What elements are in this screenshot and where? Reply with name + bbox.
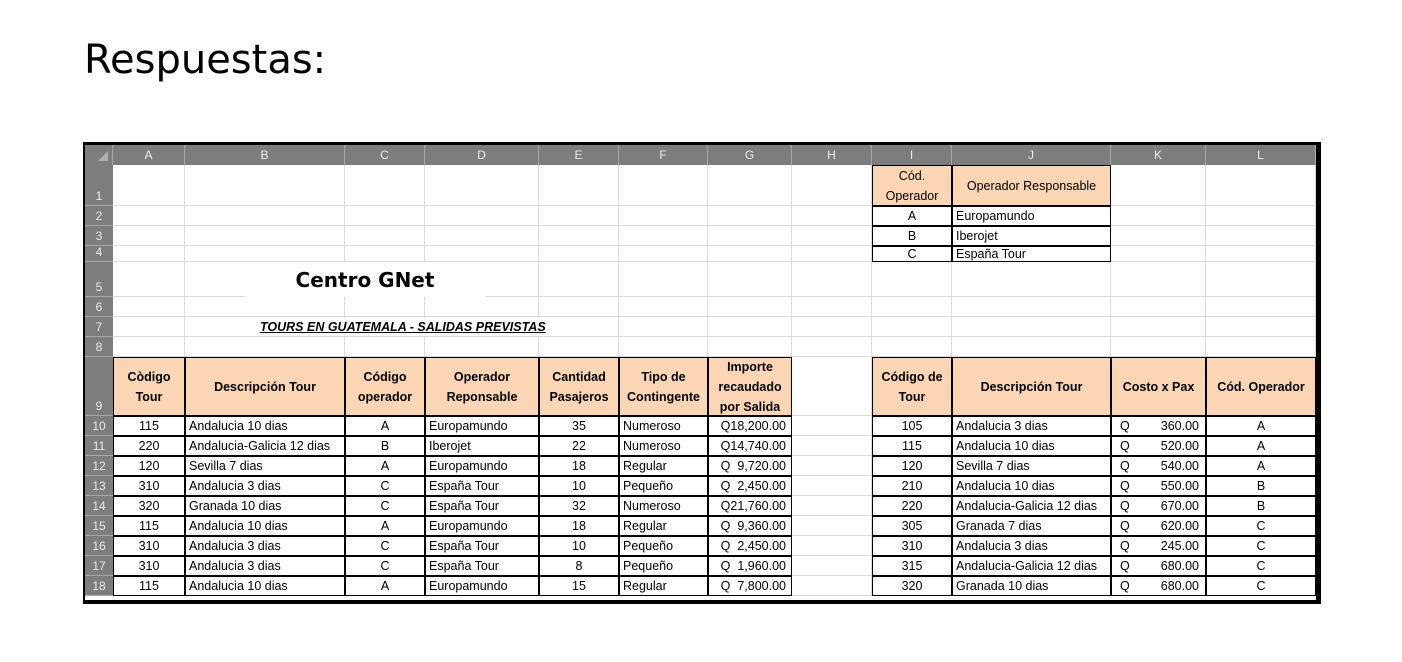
- currency-symbol: Q: [1120, 538, 1130, 553]
- grid-cell[interactable]: [708, 206, 792, 226]
- row-header-12[interactable]: 12: [85, 456, 113, 476]
- grid-cell[interactable]: [113, 317, 185, 337]
- grid-cell[interactable]: [792, 337, 872, 357]
- main-table-cell[interactable]: Andalucia 10 dias: [185, 576, 345, 596]
- tours-code-cell[interactable]: 115: [872, 436, 952, 456]
- row-header-1[interactable]: 1: [85, 165, 113, 206]
- tours-operator-cell[interactable]: A: [1206, 456, 1316, 476]
- main-table-cell[interactable]: Granada 10 dias: [185, 496, 345, 516]
- main-table-cell[interactable]: A: [345, 516, 425, 536]
- grid-cell[interactable]: [539, 246, 619, 262]
- grid-cell[interactable]: [1206, 226, 1316, 246]
- row-header-13[interactable]: 13: [85, 476, 113, 496]
- grid-cell[interactable]: [185, 206, 345, 226]
- grid-cell[interactable]: [345, 297, 425, 317]
- column-header-f[interactable]: F: [619, 145, 708, 165]
- main-table-cell[interactable]: 10: [539, 536, 619, 556]
- operator-name-cell[interactable]: Europamundo: [952, 206, 1111, 226]
- main-table-cell[interactable]: Pequeño: [619, 536, 708, 556]
- main-table-cell[interactable]: Q21,760.00: [708, 496, 792, 516]
- tours-code-cell[interactable]: 315: [872, 556, 952, 576]
- operator-code-cell[interactable]: A: [872, 206, 952, 226]
- grid-cell[interactable]: [113, 297, 185, 317]
- row-header-17[interactable]: 17: [85, 556, 113, 576]
- select-all-corner[interactable]: [85, 145, 113, 165]
- grid-cell[interactable]: [113, 246, 185, 262]
- tours-code-cell[interactable]: 210: [872, 476, 952, 496]
- tours-code-cell[interactable]: 220: [872, 496, 952, 516]
- grid-cell[interactable]: [1111, 226, 1206, 246]
- row-header-15[interactable]: 15: [85, 516, 113, 536]
- report-subtitle: TOURS EN GUATEMALA - SALIDAS PREVISTAS: [257, 318, 597, 336]
- grid-cell[interactable]: [425, 165, 539, 206]
- grid-cell[interactable]: [872, 337, 952, 357]
- grid-cell[interactable]: [345, 246, 425, 262]
- grid-cell[interactable]: [345, 337, 425, 357]
- grid-cell[interactable]: [792, 317, 872, 337]
- row-header-6[interactable]: 6: [85, 297, 113, 317]
- tours-desc-cell[interactable]: Sevilla 7 dias: [952, 456, 1111, 476]
- column-header-c[interactable]: C: [345, 145, 425, 165]
- currency-symbol: Q: [1120, 518, 1130, 533]
- grid-cell[interactable]: [1111, 246, 1206, 262]
- main-table-cell[interactable]: Q18,200.00: [708, 416, 792, 436]
- row-header-9[interactable]: 9: [85, 357, 113, 416]
- grid-cell[interactable]: [113, 165, 185, 206]
- grid-cell[interactable]: [708, 317, 792, 337]
- grid-cell[interactable]: [185, 246, 345, 262]
- main-table-cell[interactable]: Andalucia 3 dias: [185, 536, 345, 556]
- main-table-cell[interactable]: 115: [113, 516, 185, 536]
- grid-cell[interactable]: [792, 357, 872, 416]
- main-table-cell[interactable]: A: [345, 576, 425, 596]
- cost-amount: 620.00: [1160, 518, 1199, 533]
- tours-desc-cell[interactable]: Andalucia 3 dias: [952, 536, 1111, 556]
- grid-cell[interactable]: [185, 165, 345, 206]
- main-table-cell[interactable]: Europamundo: [425, 456, 539, 476]
- grid-cell[interactable]: [1111, 317, 1206, 337]
- tours-operator-cell[interactable]: C: [1206, 536, 1316, 556]
- main-table-cell[interactable]: Numeroso: [619, 416, 708, 436]
- grid-cell[interactable]: [792, 246, 872, 262]
- currency-symbol: Q: [1120, 558, 1130, 573]
- row-header-10[interactable]: 10: [85, 416, 113, 436]
- tours-code-cell[interactable]: 120: [872, 456, 952, 476]
- main-table-cell[interactable]: 310: [113, 476, 185, 496]
- grid-cell[interactable]: [425, 206, 539, 226]
- column-header-d[interactable]: D: [425, 145, 539, 165]
- grid-cell[interactable]: [1206, 297, 1316, 317]
- main-table-cell[interactable]: Sevilla 7 dias: [185, 456, 345, 476]
- main-table-cell[interactable]: B: [345, 436, 425, 456]
- main-table-header[interactable]: Còdigo Tour: [113, 357, 185, 416]
- main-table-cell[interactable]: 310: [113, 556, 185, 576]
- main-table-cell[interactable]: 115: [113, 416, 185, 436]
- tours-desc-cell[interactable]: Andalucia 10 dias: [952, 476, 1111, 496]
- tours-operator-cell[interactable]: B: [1206, 476, 1316, 496]
- main-table-cell[interactable]: España Tour: [425, 556, 539, 576]
- column-header-h[interactable]: H: [792, 145, 872, 165]
- main-table-cell[interactable]: España Tour: [425, 476, 539, 496]
- main-table-cell[interactable]: Q14,740.00: [708, 436, 792, 456]
- grid-cell[interactable]: [792, 536, 872, 556]
- row-header-18[interactable]: 18: [85, 576, 113, 596]
- grid-cell[interactable]: [345, 226, 425, 246]
- currency-symbol: Q: [1120, 578, 1130, 593]
- grid-cell[interactable]: [539, 337, 619, 357]
- tours-desc-cell[interactable]: Andalucia 10 dias: [952, 436, 1111, 456]
- tours-desc-cell[interactable]: Granada 7 dias: [952, 516, 1111, 536]
- grid-cell[interactable]: [619, 317, 708, 337]
- grid-cell[interactable]: [792, 496, 872, 516]
- cost-amount: 550.00: [1160, 478, 1199, 493]
- tours-code-cell[interactable]: 320: [872, 576, 952, 596]
- grid-cell[interactable]: [792, 262, 872, 297]
- tours-desc-cell[interactable]: Andalucia-Galicia 12 dias: [952, 556, 1111, 576]
- tours-code-cell[interactable]: 310: [872, 536, 952, 556]
- grid-cell[interactable]: [872, 262, 952, 297]
- grid-cell[interactable]: [708, 262, 792, 297]
- main-table-cell[interactable]: Regular: [619, 516, 708, 536]
- grid-cell[interactable]: [872, 297, 952, 317]
- grid-cell[interactable]: [952, 262, 1111, 297]
- grid-cell[interactable]: [619, 297, 708, 317]
- column-header-i[interactable]: I: [872, 145, 952, 165]
- grid-cell[interactable]: [345, 165, 425, 206]
- grid-cell[interactable]: [708, 165, 792, 206]
- main-table-cell[interactable]: Numeroso: [619, 436, 708, 456]
- grid-cell[interactable]: [1111, 337, 1206, 357]
- grid-cell[interactable]: [792, 556, 872, 576]
- tours-operator-cell[interactable]: C: [1206, 576, 1316, 596]
- row-header-3[interactable]: 3: [85, 226, 113, 246]
- operator-code-cell[interactable]: C: [872, 246, 952, 262]
- grid-cell[interactable]: [185, 226, 345, 246]
- tours-cost-cell[interactable]: [1111, 516, 1206, 536]
- tours-desc-cell[interactable]: Andalucia-Galicia 12 dias: [952, 496, 1111, 516]
- currency-symbol: Q: [1120, 418, 1130, 433]
- grid-cell[interactable]: [952, 337, 1111, 357]
- main-table-cell[interactable]: Iberojet: [425, 436, 539, 456]
- main-table-header[interactable]: Tipo de Contingente: [619, 357, 708, 416]
- cost-amount: 245.00: [1160, 538, 1199, 553]
- column-header-g[interactable]: G: [708, 145, 792, 165]
- grid-cell[interactable]: [113, 206, 185, 226]
- cost-amount: 540.00: [1160, 458, 1199, 473]
- tours-cost-cell[interactable]: [1111, 496, 1206, 516]
- main-table-cell[interactable]: España Tour: [425, 536, 539, 556]
- currency-symbol: Q: [1120, 458, 1130, 473]
- main-table-cell[interactable]: Numeroso: [619, 496, 708, 516]
- grid-cell[interactable]: [1111, 165, 1206, 206]
- tours-operator-cell[interactable]: B: [1206, 496, 1316, 516]
- tours-table-header[interactable]: Costo x Pax: [1111, 357, 1206, 416]
- tours-cost-cell[interactable]: [1111, 576, 1206, 596]
- tours-cost-cell[interactable]: [1111, 416, 1206, 436]
- row-header-7[interactable]: 7: [85, 317, 113, 337]
- tours-cost-cell[interactable]: [1111, 556, 1206, 576]
- grid-cell[interactable]: [425, 246, 539, 262]
- main-table-cell[interactable]: Regular: [619, 576, 708, 596]
- main-table-header[interactable]: Código operador: [345, 357, 425, 416]
- row-header-11[interactable]: 11: [85, 436, 113, 456]
- column-header-l[interactable]: L: [1206, 145, 1316, 165]
- main-table-cell[interactable]: Andalucia 10 dias: [185, 516, 345, 536]
- tours-table-header[interactable]: Descripción Tour: [952, 357, 1111, 416]
- main-table-cell[interactable]: Q 1,960.00: [708, 556, 792, 576]
- main-table-cell[interactable]: 32: [539, 496, 619, 516]
- grid-cell[interactable]: [1206, 262, 1316, 297]
- grid-cell[interactable]: [619, 206, 708, 226]
- tours-cost-cell[interactable]: [1111, 436, 1206, 456]
- grid-cell[interactable]: [539, 297, 619, 317]
- grid-cell[interactable]: [792, 416, 872, 436]
- row-header-4[interactable]: 4: [85, 246, 113, 262]
- main-table-cell[interactable]: Andalucia 3 dias: [185, 556, 345, 576]
- main-table-cell[interactable]: Q 2,450.00: [708, 476, 792, 496]
- tours-code-cell[interactable]: 305: [872, 516, 952, 536]
- grid-cell[interactable]: [792, 206, 872, 226]
- operators-header-code[interactable]: Cód. Operador: [872, 165, 952, 206]
- tours-desc-cell[interactable]: Granada 10 dias: [952, 576, 1111, 596]
- main-table-cell[interactable]: España Tour: [425, 496, 539, 516]
- main-table-cell[interactable]: 8: [539, 556, 619, 576]
- row-header-2[interactable]: 2: [85, 206, 113, 226]
- cost-amount: 670.00: [1160, 498, 1199, 513]
- tours-operator-cell[interactable]: C: [1206, 516, 1316, 536]
- tours-cost-cell[interactable]: [1111, 456, 1206, 476]
- main-table-cell[interactable]: Europamundo: [425, 516, 539, 536]
- main-table-cell[interactable]: C: [345, 496, 425, 516]
- tours-table-header[interactable]: Cód. Operador: [1206, 357, 1316, 416]
- operators-header-name[interactable]: Operador Responsable: [952, 165, 1111, 206]
- column-header-b[interactable]: B: [185, 145, 345, 165]
- grid-cell[interactable]: [708, 337, 792, 357]
- main-table-header[interactable]: Importe recaudado por Salida: [708, 357, 792, 416]
- row-header-14[interactable]: 14: [85, 496, 113, 516]
- main-table-cell[interactable]: Q 9,360.00: [708, 516, 792, 536]
- column-header-j[interactable]: J: [952, 145, 1111, 165]
- currency-symbol: Q: [1120, 478, 1130, 493]
- currency-symbol: Q: [1120, 438, 1130, 453]
- operator-name-cell[interactable]: España Tour: [952, 246, 1111, 262]
- main-table-cell[interactable]: C: [345, 556, 425, 576]
- main-table-cell[interactable]: Andalucia-Galicia 12 dias: [185, 436, 345, 456]
- grid-cell[interactable]: [425, 337, 539, 357]
- main-table-cell[interactable]: 120: [113, 456, 185, 476]
- grid-cell[interactable]: [792, 297, 872, 317]
- grid-cell[interactable]: [113, 337, 185, 357]
- cost-amount: 520.00: [1160, 438, 1199, 453]
- grid-cell[interactable]: [792, 576, 872, 596]
- spreadsheet-frame: [83, 142, 1321, 604]
- main-table-cell[interactable]: 320: [113, 496, 185, 516]
- tours-operator-cell[interactable]: C: [1206, 556, 1316, 576]
- grid-cell[interactable]: [1206, 246, 1316, 262]
- main-table-cell[interactable]: 18: [539, 516, 619, 536]
- grid-cell[interactable]: [619, 262, 708, 297]
- main-table-cell[interactable]: A: [345, 416, 425, 436]
- main-table-cell[interactable]: Q 9,720.00: [708, 456, 792, 476]
- operator-name-cell[interactable]: Iberojet: [952, 226, 1111, 246]
- column-header-k[interactable]: K: [1111, 145, 1206, 165]
- tours-code-cell[interactable]: 105: [872, 416, 952, 436]
- grid-cell[interactable]: [113, 226, 185, 246]
- grid-cell[interactable]: [185, 297, 345, 317]
- main-table-cell[interactable]: 35: [539, 416, 619, 436]
- grid-cell[interactable]: [792, 436, 872, 456]
- grid-cell[interactable]: [539, 262, 619, 297]
- grid-cell[interactable]: [792, 456, 872, 476]
- grid-cell[interactable]: [619, 165, 708, 206]
- grid-cell[interactable]: [952, 317, 1111, 337]
- tours-desc-cell[interactable]: Andalucia 3 dias: [952, 416, 1111, 436]
- page-title: Respuestas:: [84, 37, 327, 83]
- grid-cell[interactable]: [792, 476, 872, 496]
- main-table-cell[interactable]: 15: [539, 576, 619, 596]
- main-table-cell[interactable]: C: [345, 536, 425, 556]
- grid-cell[interactable]: [872, 317, 952, 337]
- spreadsheet-grid[interactable]: [85, 145, 1316, 600]
- grid-cell[interactable]: [345, 206, 425, 226]
- main-table-cell[interactable]: 310: [113, 536, 185, 556]
- main-table-cell[interactable]: 22: [539, 436, 619, 456]
- column-header-e[interactable]: E: [539, 145, 619, 165]
- currency-symbol: Q: [1120, 498, 1130, 513]
- grid-cell[interactable]: [792, 165, 872, 206]
- grid-cell[interactable]: [619, 246, 708, 262]
- main-table-cell[interactable]: 115: [113, 576, 185, 596]
- grid-cell[interactable]: [708, 297, 792, 317]
- grid-cell[interactable]: [1206, 317, 1316, 337]
- tours-cost-cell[interactable]: [1111, 536, 1206, 556]
- column-header-a[interactable]: A: [113, 145, 185, 165]
- grid-cell[interactable]: [1206, 206, 1316, 226]
- grid-cell[interactable]: [185, 337, 345, 357]
- cost-amount: 680.00: [1160, 578, 1199, 593]
- grid-cell[interactable]: [425, 297, 539, 317]
- grid-cell[interactable]: [708, 226, 792, 246]
- row-header-16[interactable]: 16: [85, 536, 113, 556]
- tours-operator-cell[interactable]: A: [1206, 416, 1316, 436]
- grid-cell[interactable]: [1111, 206, 1206, 226]
- main-table-header[interactable]: Cantidad Pasajeros: [539, 357, 619, 416]
- main-table-cell[interactable]: Andalucia 3 dias: [185, 476, 345, 496]
- tours-cost-cell[interactable]: [1111, 476, 1206, 496]
- grid-cell[interactable]: [425, 226, 539, 246]
- grid-cell[interactable]: [1111, 297, 1206, 317]
- tours-table-header[interactable]: Código de Tour: [872, 357, 952, 416]
- main-table-cell[interactable]: Pequeño: [619, 556, 708, 576]
- main-table-cell[interactable]: C: [345, 476, 425, 496]
- main-table-cell[interactable]: Europamundo: [425, 416, 539, 436]
- grid-cell[interactable]: [539, 206, 619, 226]
- grid-cell[interactable]: [792, 516, 872, 536]
- main-table-cell[interactable]: A: [345, 456, 425, 476]
- main-table-header[interactable]: Operador Reponsable: [425, 357, 539, 416]
- main-table-header[interactable]: Descripción Tour: [185, 357, 345, 416]
- grid-cell[interactable]: [619, 337, 708, 357]
- cost-amount: 360.00: [1160, 418, 1199, 433]
- main-table-cell[interactable]: Q 2,450.00: [708, 536, 792, 556]
- grid-cell[interactable]: [708, 246, 792, 262]
- operator-code-cell[interactable]: B: [872, 226, 952, 246]
- main-table-cell[interactable]: Europamundo: [425, 576, 539, 596]
- select-all-triangle-icon: [98, 151, 108, 161]
- grid-cell[interactable]: [1111, 262, 1206, 297]
- tours-operator-cell[interactable]: A: [1206, 436, 1316, 456]
- main-table-cell[interactable]: Pequeño: [619, 476, 708, 496]
- company-title: Centro GNet: [245, 262, 485, 297]
- grid-cell[interactable]: [539, 226, 619, 246]
- grid-cell[interactable]: [792, 226, 872, 246]
- main-table-cell[interactable]: 18: [539, 456, 619, 476]
- cost-amount: 680.00: [1160, 558, 1199, 573]
- main-table-cell[interactable]: Q 7,800.00: [708, 576, 792, 596]
- grid-cell[interactable]: [952, 297, 1111, 317]
- grid-cell[interactable]: [539, 165, 619, 206]
- row-header-5[interactable]: 5: [85, 262, 113, 297]
- grid-cell[interactable]: [1206, 337, 1316, 357]
- grid-cell[interactable]: [113, 262, 185, 297]
- grid-cell[interactable]: [1206, 165, 1316, 206]
- row-header-8[interactable]: 8: [85, 337, 113, 357]
- main-table-cell[interactable]: 220: [113, 436, 185, 456]
- main-table-cell[interactable]: 10: [539, 476, 619, 496]
- main-table-cell[interactable]: Andalucia 10 dias: [185, 416, 345, 436]
- main-table-cell[interactable]: Regular: [619, 456, 708, 476]
- grid-cell[interactable]: [619, 226, 708, 246]
